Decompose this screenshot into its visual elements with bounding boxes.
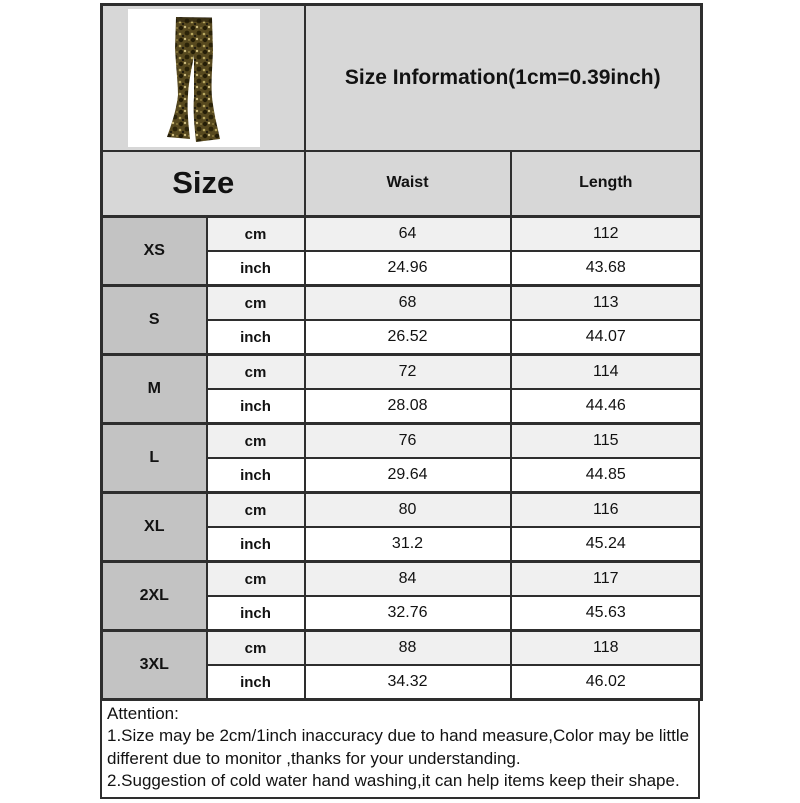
length-inch-value: 44.85 bbox=[511, 458, 702, 493]
length-cm-value: 118 bbox=[511, 631, 702, 666]
waist-inch-value: 26.52 bbox=[305, 320, 511, 355]
size-label: 3XL bbox=[102, 631, 207, 700]
waist-inch-value: 29.64 bbox=[305, 458, 511, 493]
leopard-pants-icon bbox=[154, 13, 234, 143]
unit-label: cm bbox=[207, 355, 305, 390]
unit-label: cm bbox=[207, 424, 305, 459]
header-row bbox=[102, 5, 702, 151]
unit-label: cm bbox=[207, 631, 305, 666]
unit-label: inch bbox=[207, 251, 305, 286]
table-row bbox=[102, 562, 702, 597]
length-inch-value: 46.02 bbox=[511, 665, 702, 700]
length-inch-value: 45.63 bbox=[511, 596, 702, 631]
length-cm-value: 112 bbox=[511, 217, 702, 252]
attention-note-2: 2.Suggestion of cold water hand washing,it can help items keep their shape. bbox=[107, 771, 680, 791]
product-image bbox=[128, 9, 260, 147]
unit-label: cm bbox=[207, 217, 305, 252]
size-label: S bbox=[102, 286, 207, 355]
attention-heading: Attention: bbox=[107, 704, 179, 723]
unit-label: inch bbox=[207, 527, 305, 562]
waist-cm-value: 72 bbox=[305, 355, 511, 390]
waist-cm-value: 80 bbox=[305, 493, 511, 528]
size-label: XS bbox=[102, 217, 207, 286]
product-image-cell bbox=[102, 5, 305, 151]
table-row bbox=[102, 286, 702, 321]
length-cm-value: 113 bbox=[511, 286, 702, 321]
table-row bbox=[102, 355, 702, 390]
unit-label: cm bbox=[207, 562, 305, 597]
unit-label: cm bbox=[207, 493, 305, 528]
waist-cm-value: 64 bbox=[305, 217, 511, 252]
unit-label: inch bbox=[207, 665, 305, 700]
waist-inch-value: 34.32 bbox=[305, 665, 511, 700]
column-header-row bbox=[102, 151, 702, 217]
length-inch-value: 44.46 bbox=[511, 389, 702, 424]
length-cm-value: 115 bbox=[511, 424, 702, 459]
waist-cm-value: 76 bbox=[305, 424, 511, 459]
size-label: M bbox=[102, 355, 207, 424]
size-label: 2XL bbox=[102, 562, 207, 631]
length-inch-value: 44.07 bbox=[511, 320, 702, 355]
waist-inch-value: 24.96 bbox=[305, 251, 511, 286]
waist-cm-value: 68 bbox=[305, 286, 511, 321]
page bbox=[0, 3, 800, 803]
unit-label: cm bbox=[207, 286, 305, 321]
table-row bbox=[102, 493, 702, 528]
table-row bbox=[102, 217, 702, 252]
size-label: L bbox=[102, 424, 207, 493]
unit-label: inch bbox=[207, 389, 305, 424]
length-inch-value: 45.24 bbox=[511, 527, 702, 562]
size-chart-sheet bbox=[100, 3, 700, 799]
column-header-length: Length bbox=[511, 151, 702, 217]
waist-inch-value: 28.08 bbox=[305, 389, 511, 424]
unit-label: inch bbox=[207, 458, 305, 493]
length-cm-value: 116 bbox=[511, 493, 702, 528]
length-cm-value: 114 bbox=[511, 355, 702, 390]
length-inch-value: 43.68 bbox=[511, 251, 702, 286]
waist-inch-value: 32.76 bbox=[305, 596, 511, 631]
attention-notes bbox=[100, 701, 700, 799]
unit-label: inch bbox=[207, 320, 305, 355]
size-label: XL bbox=[102, 493, 207, 562]
table-row bbox=[102, 424, 702, 459]
unit-label: inch bbox=[207, 596, 305, 631]
size-chart-table bbox=[100, 3, 703, 701]
waist-cm-value: 88 bbox=[305, 631, 511, 666]
attention-note-1: 1.Size may be 2cm/1inch inaccuracy due to hand measure,Color may be little different due to monitor ,thanks for your understanding. bbox=[107, 726, 690, 768]
waist-inch-value: 31.2 bbox=[305, 527, 511, 562]
column-header-size: Size bbox=[102, 151, 305, 217]
waist-cm-value: 84 bbox=[305, 562, 511, 597]
table-row bbox=[102, 631, 702, 666]
chart-title: Size Information(1cm=0.39inch) bbox=[305, 5, 702, 151]
length-cm-value: 117 bbox=[511, 562, 702, 597]
column-header-waist: Waist bbox=[305, 151, 511, 217]
